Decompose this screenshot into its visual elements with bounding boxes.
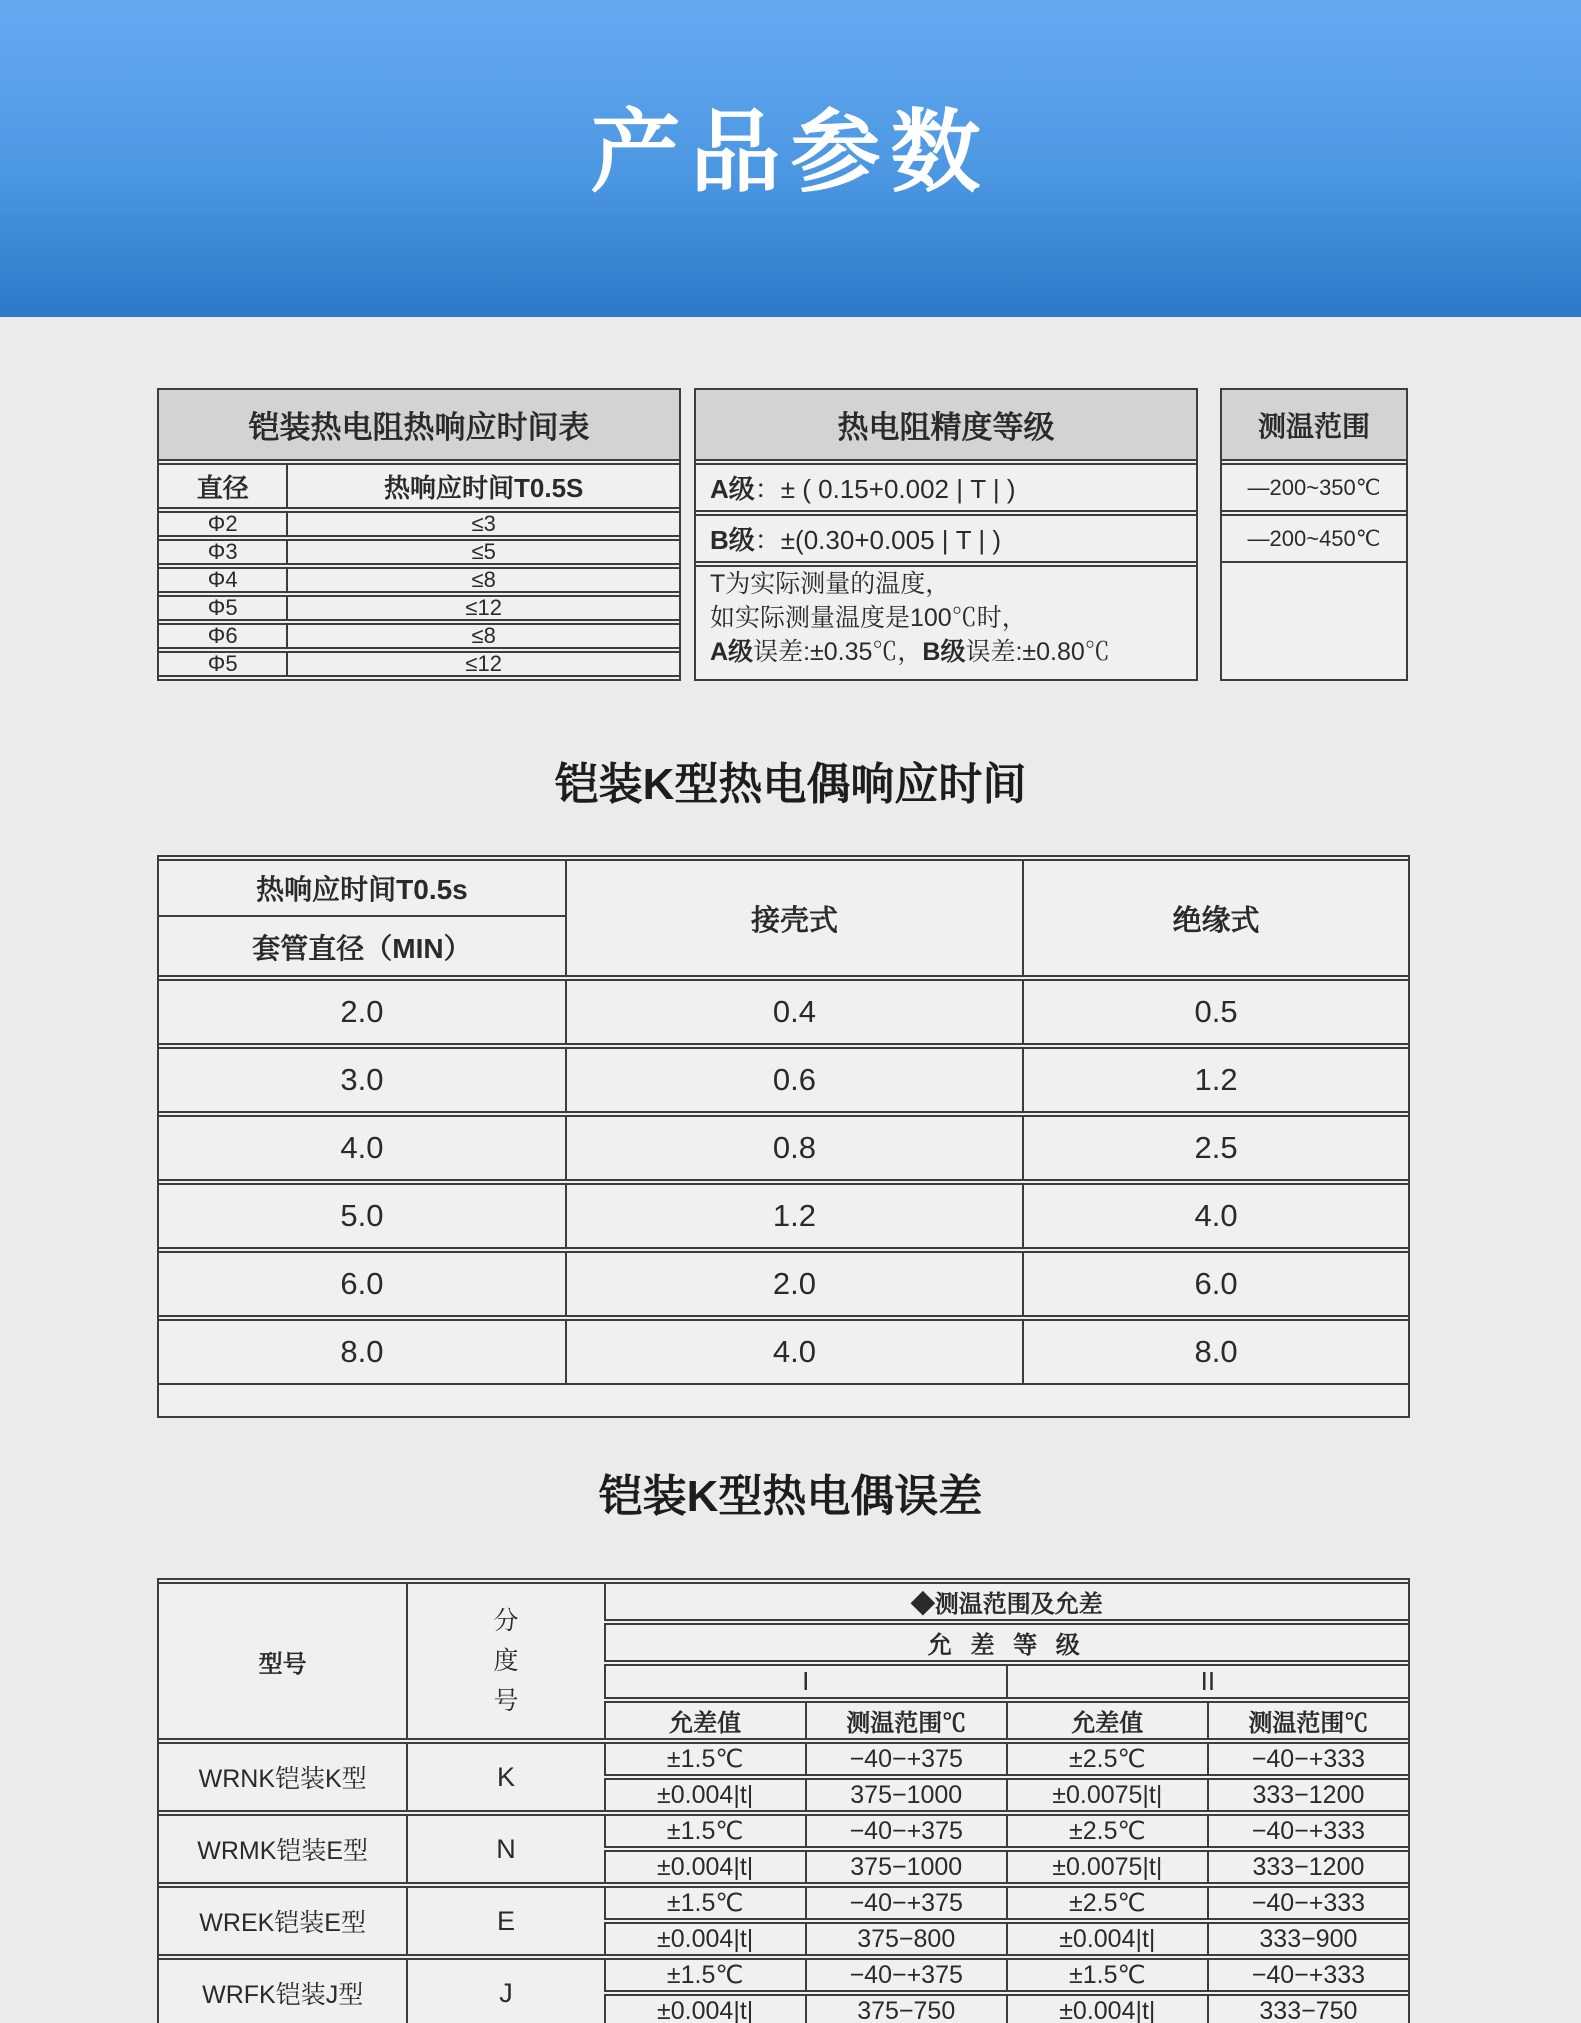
cell-shell: 2.0 <box>565 1251 1022 1317</box>
cell-tolerance: ±1.5℃ <box>604 1958 805 1992</box>
cell-range: 375−800 <box>805 1922 1006 1956</box>
cell-diameter: 5.0 <box>159 1183 565 1249</box>
cell-range: 333−750 <box>1207 1994 1408 2023</box>
cell-tolerance: ±2.5℃ <box>1006 1814 1207 1848</box>
cell-time: ≤12 <box>286 595 679 621</box>
cell-index: E <box>406 1886 603 1956</box>
k-response-table <box>157 855 1410 1418</box>
cell-tolerance: ±0.0075|t| <box>1006 1850 1207 1884</box>
header-insulated-type: 绝缘式 <box>1022 859 1408 977</box>
col-header-response-time: 热响应时间T0.5S <box>286 463 679 509</box>
header-temp-range: 测温范围℃ <box>805 1701 1006 1740</box>
note-a-text: 误差:±0.35℃， <box>753 638 923 666</box>
hero-banner <box>0 0 1581 317</box>
table-row <box>159 1115 1408 1181</box>
cell-model: WRMK铠装E型 <box>159 1814 406 1884</box>
section-title-k-response: 铠装K型热电偶响应时间 <box>554 760 1027 809</box>
grade-b-label: B级 <box>710 525 755 555</box>
header-response-time: 热响应时间T0.5s <box>159 859 565 917</box>
cell-diameter: 2.0 <box>159 979 565 1045</box>
table-row <box>159 1886 1408 1920</box>
cell-diameter: Φ2 <box>159 511 286 537</box>
cell-insulated: 8.0 <box>1022 1319 1408 1385</box>
cell-diameter: 6.0 <box>159 1251 565 1317</box>
table-row <box>159 1958 1408 1992</box>
cell-diameter: Φ3 <box>159 539 286 565</box>
cell-range: −40−+375 <box>805 1886 1006 1920</box>
k-error-grid <box>159 1580 1408 2023</box>
temp-range-cell: —200~450℃ <box>1222 514 1406 563</box>
table-row <box>159 567 679 593</box>
header-sheath-diameter: 套管直径（MIN） <box>159 919 565 977</box>
cell-range: 333−1200 <box>1207 1778 1408 1812</box>
grade-b-value: ：±(0.30+0.005 | T | ) <box>754 525 1002 555</box>
cell-diameter: Φ5 <box>159 595 286 621</box>
cell-time: ≤12 <box>286 651 679 677</box>
cell-range: −40−+333 <box>1207 1886 1408 1920</box>
cell-insulated: 4.0 <box>1022 1183 1408 1249</box>
header-shell-type: 接壳式 <box>565 859 1022 977</box>
temp-range-table-title: 测温范围 <box>1222 390 1406 461</box>
cell-tolerance: ±0.004|t| <box>604 1778 805 1812</box>
cell-range: 375−750 <box>805 1994 1006 2023</box>
table-header-row <box>159 1582 1408 1621</box>
table-row <box>159 623 679 649</box>
table-row <box>1222 463 1406 512</box>
cell-tolerance: ±0.0075|t| <box>1006 1778 1207 1812</box>
note-line-1: T为实际测量的温度， <box>710 570 951 598</box>
cell-index: N <box>406 1814 603 1884</box>
table-row <box>159 539 679 565</box>
col-header-diameter: 直径 <box>159 463 286 509</box>
accuracy-grade-table-title: 热电阻精度等级 <box>696 390 1196 461</box>
cell-range: 375−1000 <box>805 1850 1006 1884</box>
cell-shell: 0.4 <box>565 979 1022 1045</box>
table-row <box>696 463 1196 512</box>
table-row <box>159 1814 1408 1848</box>
cell-model: WREK铠装E型 <box>159 1886 406 1956</box>
cell-shell: 1.2 <box>565 1183 1022 1249</box>
table-row <box>159 651 679 677</box>
cell-insulated: 1.2 <box>1022 1047 1408 1113</box>
cell-tolerance: ±0.004|t| <box>604 1994 805 2023</box>
grade-a-label: A级 <box>710 474 755 504</box>
cell-range: 375−1000 <box>805 1778 1006 1812</box>
header-grade-1: I <box>604 1664 1006 1699</box>
grade-b-cell <box>696 514 1196 563</box>
resistance-response-table <box>157 388 681 681</box>
header-tolerance-value: 允差值 <box>1006 1701 1207 1740</box>
cell-range: −40−+375 <box>805 1958 1006 1992</box>
resistance-response-table-title: 铠装热电阻热响应时间表 <box>159 390 679 461</box>
accuracy-grade-grid <box>696 461 1196 671</box>
cell-shell: 4.0 <box>565 1319 1022 1385</box>
k-error-table <box>157 1578 1410 2023</box>
header-index-number-text: 分度号 <box>493 1607 519 1715</box>
cell-time: ≤3 <box>286 511 679 537</box>
cell-model: WRNK铠装K型 <box>159 1742 406 1812</box>
cell-index: J <box>406 1958 603 2023</box>
cell-tolerance: ±2.5℃ <box>1006 1886 1207 1920</box>
cell-range: −40−+333 <box>1207 1814 1408 1848</box>
cell-range: −40−+375 <box>805 1742 1006 1776</box>
note-b-label: B级 <box>922 638 966 666</box>
cell-diameter: Φ6 <box>159 623 286 649</box>
cell-range: 333−1200 <box>1207 1850 1408 1884</box>
cell-time: ≤8 <box>286 567 679 593</box>
cell-range: −40−+375 <box>805 1814 1006 1848</box>
cell-insulated: 6.0 <box>1022 1251 1408 1317</box>
cell-tolerance: ±1.5℃ <box>604 1886 805 1920</box>
header-tolerance-grade: 允 差 等 级 <box>604 1623 1408 1662</box>
grade-a-cell <box>696 463 1196 512</box>
section-title-k-error: 铠装K型热电偶误差 <box>598 1472 983 1521</box>
accuracy-note-cell <box>696 565 1196 669</box>
cell-diameter: 4.0 <box>159 1115 565 1181</box>
note-a-label: A级 <box>710 638 754 666</box>
cell-tolerance: ±0.004|t| <box>1006 1994 1207 2023</box>
header-range-and-tolerance: ◆测温范围及允差 <box>604 1582 1408 1621</box>
cell-tolerance: ±0.004|t| <box>1006 1922 1207 1956</box>
cell-model: WRFK铠装J型 <box>159 1958 406 2023</box>
table-row <box>159 511 679 537</box>
note-b-text: 误差:±0.80℃ <box>965 638 1110 666</box>
header-tolerance-value: 允差值 <box>604 1701 805 1740</box>
cell-shell: 0.8 <box>565 1115 1022 1181</box>
cell-range: −40−+333 <box>1207 1742 1408 1776</box>
cell-range: −40−+333 <box>1207 1958 1408 1992</box>
table-row <box>159 595 679 621</box>
table-row <box>696 514 1196 563</box>
grade-a-value: ：± ( 0.15+0.002 | T | ) <box>754 474 1016 504</box>
cell-time: ≤8 <box>286 623 679 649</box>
header-temp-range: 测温范围℃ <box>1207 1701 1408 1740</box>
accuracy-grade-table <box>694 388 1198 681</box>
cell-tolerance: ±1.5℃ <box>1006 1958 1207 1992</box>
header-index-number <box>406 1582 603 1740</box>
cell-tolerance: ±1.5℃ <box>604 1742 805 1776</box>
table-row <box>159 979 1408 1045</box>
table-header-row <box>159 463 679 509</box>
cell-diameter: Φ4 <box>159 567 286 593</box>
cell-range: 333−900 <box>1207 1922 1408 1956</box>
table-row <box>1222 514 1406 563</box>
cell-tolerance: ±2.5℃ <box>1006 1742 1207 1776</box>
temp-range-table <box>1220 388 1408 681</box>
note-line-2: 如实际测量温度是100℃时， <box>710 604 1027 632</box>
resistance-response-grid <box>159 461 679 679</box>
cell-tolerance: ±1.5℃ <box>604 1814 805 1848</box>
cell-time: ≤5 <box>286 539 679 565</box>
cell-diameter: 8.0 <box>159 1319 565 1385</box>
temp-range-cell: —200~350℃ <box>1222 463 1406 512</box>
cell-diameter: Φ5 <box>159 651 286 677</box>
table-row <box>159 1742 1408 1776</box>
temp-range-grid <box>1222 461 1406 565</box>
k-response-grid <box>159 857 1408 1387</box>
cell-shell: 0.6 <box>565 1047 1022 1113</box>
table-header-row <box>159 859 1408 917</box>
cell-insulated: 0.5 <box>1022 979 1408 1045</box>
table-row <box>696 565 1196 669</box>
header-model: 型号 <box>159 1582 406 1740</box>
cell-insulated: 2.5 <box>1022 1115 1408 1181</box>
header-grade-2: II <box>1006 1664 1408 1699</box>
table-row <box>159 1183 1408 1249</box>
cell-tolerance: ±0.004|t| <box>604 1922 805 1956</box>
table-row <box>159 1047 1408 1113</box>
page-title: 产品参数 <box>590 102 991 203</box>
cell-tolerance: ±0.004|t| <box>604 1850 805 1884</box>
cell-diameter: 3.0 <box>159 1047 565 1113</box>
table-row <box>159 1319 1408 1385</box>
cell-index: K <box>406 1742 603 1812</box>
table-row <box>159 1251 1408 1317</box>
